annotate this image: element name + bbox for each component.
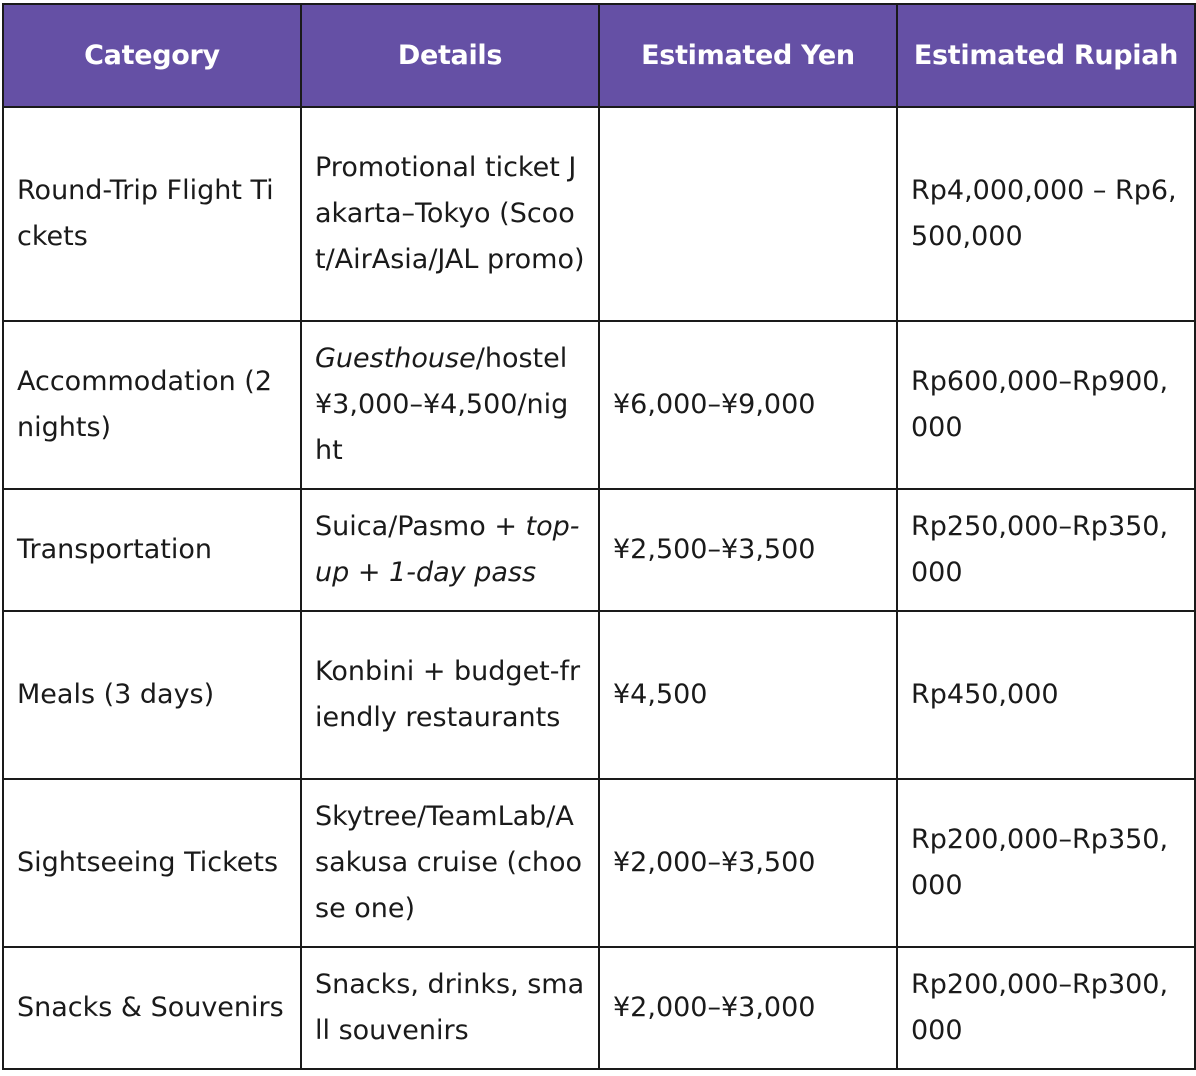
- table-row: [3, 779, 1195, 947]
- cell-yen: ¥4,500: [599, 611, 897, 779]
- cell-rupiah: Rp200,000–Rp300,000: [897, 947, 1195, 1069]
- cell-details: Snacks, drinks, small souvenirs: [301, 947, 599, 1069]
- details-text: Suica/Pasmo +: [315, 511, 526, 542]
- header-details: Details: [301, 4, 599, 107]
- cell-rupiah: Rp4,000,000 – Rp6,500,000: [897, 107, 1195, 321]
- cell-category: Round-Trip Flight Tickets: [3, 107, 301, 321]
- cell-yen: ¥2,000–¥3,500: [599, 779, 897, 947]
- cell-details: Promotional ticket Jakarta–Tokyo (Scoot/AirAsia/JAL promo): [301, 107, 599, 321]
- header-estimated-yen: Estimated Yen: [599, 4, 897, 107]
- table-row: [3, 321, 1195, 489]
- cell-details: Skytree/TeamLab/Asakusa cruise (choose one): [301, 779, 599, 947]
- table-row: [3, 947, 1195, 1069]
- cell-category: Sightseeing Tickets: [3, 779, 301, 947]
- table-row: [3, 107, 1195, 321]
- cell-rupiah: Rp600,000–Rp900,000: [897, 321, 1195, 489]
- cell-details: Konbini + budget-friendly restaurants: [301, 611, 599, 779]
- cell-rupiah: Rp250,000–Rp350,000: [897, 489, 1195, 611]
- cell-category: Transportation: [3, 489, 301, 611]
- cell-rupiah: Rp450,000: [897, 611, 1195, 779]
- cell-rupiah: Rp200,000–Rp350,000: [897, 779, 1195, 947]
- details-text: /hostel ¥3,000–¥4,500/night: [315, 343, 569, 466]
- cell-category: Meals (3 days): [3, 611, 301, 779]
- budget-table: [2, 3, 1196, 1070]
- header-estimated-rupiah: Estimated Rupiah: [897, 4, 1195, 107]
- cell-details: [301, 489, 599, 611]
- cell-yen: ¥2,500–¥3,500: [599, 489, 897, 611]
- cell-yen: ¥2,000–¥3,000: [599, 947, 897, 1069]
- table-row: [3, 489, 1195, 611]
- cell-category: Accommodation (2 nights): [3, 321, 301, 489]
- table-row: [3, 611, 1195, 779]
- cell-category: Snacks & Souvenirs: [3, 947, 301, 1069]
- header-row: [3, 4, 1195, 107]
- cell-yen: ¥6,000–¥9,000: [599, 321, 897, 489]
- cell-yen: [599, 107, 897, 321]
- details-italic: Guesthouse: [315, 343, 476, 374]
- cell-details: [301, 321, 599, 489]
- details-italic: top-up + 1-day pass: [315, 511, 580, 588]
- header-category: Category: [3, 4, 301, 107]
